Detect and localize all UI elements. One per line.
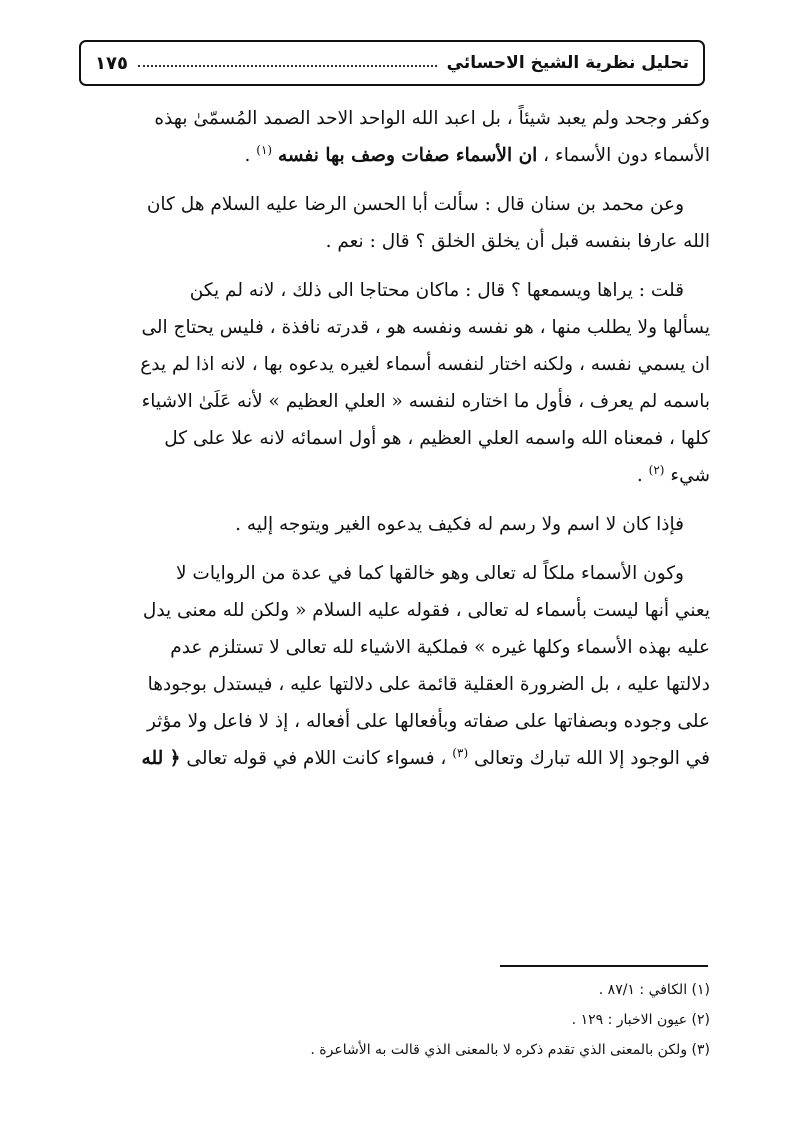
text-line: [80, 457, 710, 494]
text-line: وكفر وجحد ولم يعبد شيئاً ، بل اعبد الله الواحد الاحد الصمد المُسمّىٰ بهذه: [154, 108, 710, 129]
text-line: فإذا كان لا اسم ولا رسم له فكيف يدعوه الغير ويتوجه إليه .: [235, 514, 684, 535]
bold-phrase: ان الأسماء صفات وصف بها نفسه: [277, 145, 538, 166]
running-header: [79, 40, 705, 86]
text-run: ، فسواء كانت اللام في قوله تعالى: [180, 748, 453, 769]
text-line: عليه بهذه الأسماء وكلها غيره » فملكية الاشياء لله تعالى لا تستلزم عدم: [170, 637, 710, 658]
body-text: [80, 100, 710, 789]
page-number: ١٧٥: [95, 52, 128, 74]
paragraph-1: [80, 100, 710, 174]
text-line: ان يسمي نفسه ، ولكنه اختار لنفسه أسماء لغيره يدعوه بها ، لانه اذا لم يدع: [140, 354, 710, 375]
text-line: كلها ، فمعناه الله واسمه العلي العظيم ، هو أول اسمائه لانه علا على كل: [164, 428, 710, 449]
text-run: الأسماء دون الأسماء ،: [537, 145, 710, 166]
footnote-ref-3: (٣): [452, 745, 469, 760]
header-leader-dots: [138, 65, 437, 67]
text-line: على وجوده وبصفاتها على صفاته وبأفعالها على أفعاله ، إذ لا فاعل ولا مؤثر: [146, 711, 710, 732]
text-run: .: [244, 145, 257, 166]
text-line: [80, 740, 710, 777]
footnote-2: (٢) عيون الاخبار : ١٢٩ .: [571, 1012, 710, 1028]
text-line: وكون الأسماء ملكاً له تعالى وهو خالقها كما في عدة من الروايات لا: [175, 563, 684, 584]
footnote-ref-2: (٢): [648, 462, 665, 477]
text-line: باسمه لم يعرف ، فأول ما اختاره لنفسه « العلي العظيم » لأنه عَلَىٰ الاشياء: [141, 391, 710, 412]
paragraph-3: [80, 272, 710, 494]
footnote-separator: [500, 965, 708, 967]
header-title: تحليل نظرية الشيخ الاحسائي: [446, 53, 689, 73]
footnotes: [80, 975, 710, 1065]
text-line: قلت : يراها ويسمعها ؟ قال : ماكان محتاجا الى ذلك ، لانه لم يكن: [189, 280, 684, 301]
paragraph-4: [80, 506, 710, 543]
bold-phrase: ﴿ لله: [141, 748, 181, 769]
text-line: الله عارفا بنفسه قبل أن يخلق الخلق ؟ قال : نعم .: [325, 231, 710, 252]
text-line: [80, 137, 710, 174]
text-run: .: [636, 465, 649, 486]
footnote-ref-1: (١): [256, 142, 273, 157]
paragraph-5: [80, 555, 710, 777]
text-line: يسألها ولا يطلب منها ، هو نفسه ونفسه هو ، قدرته نافذة ، فليس يحتاج الى: [141, 317, 710, 338]
text-run: شيء: [670, 465, 710, 486]
footnote-3: (٣) ولكن بالمعنى الذي تقدم ذكره لا بالمعنى الذي قالت به الأشاعرة .: [310, 1042, 710, 1058]
text-line: يعني أنها ليست بأسماء له تعالى ، فقوله عليه السلام « ولكن لله معنى يدل: [142, 600, 710, 621]
text-run: في الوجود إلا الله تبارك وتعالى: [468, 748, 710, 769]
text-line: وعن محمد بن سنان قال : سألت أبا الحسن الرضا عليه السلام هل كان: [146, 194, 684, 215]
text-line: دلالتها عليه ، بل الضرورة العقلية قائمة على دلالتها عليه ، فيستدل بوجودها: [147, 674, 710, 695]
footnote-1: (١) الكافي : ٨٧/١ .: [598, 982, 710, 998]
paragraph-2: [80, 186, 710, 260]
